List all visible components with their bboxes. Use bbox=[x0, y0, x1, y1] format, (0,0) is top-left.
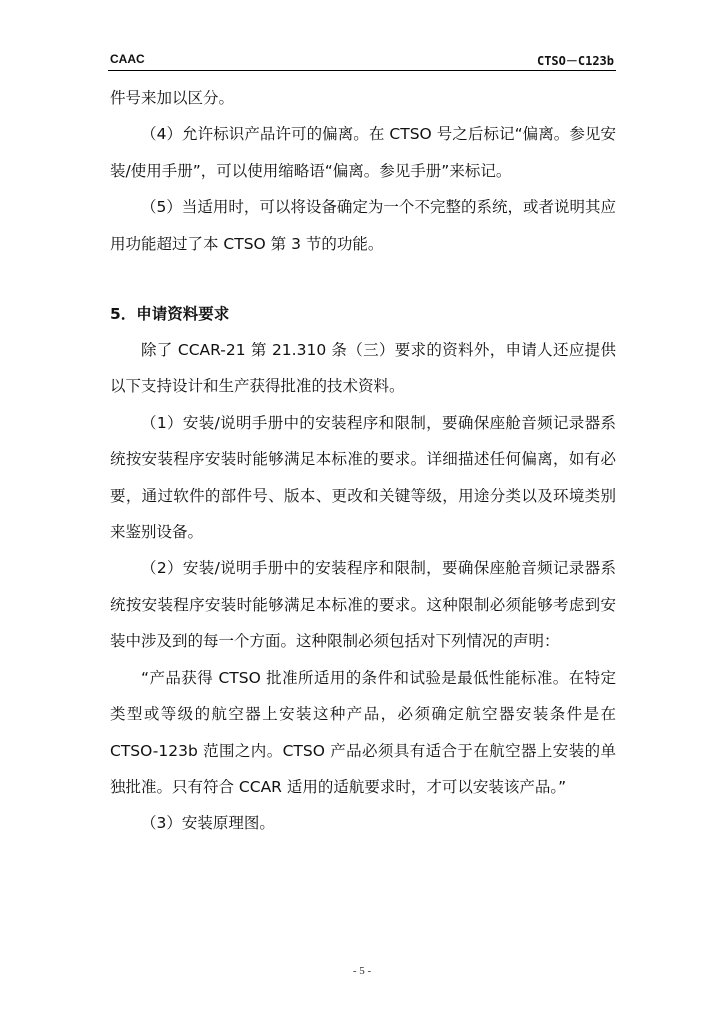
section-spacer bbox=[110, 262, 616, 296]
section-heading-5: 5．申请资料要求 bbox=[110, 305, 230, 324]
paragraph-req-1: （1）安装/说明手册中的安装程序和限制，要确保座舱音频记录器系统按安装程序安装时能够满足本标准的要求。详细描述任何偏离，如有必要，通过软件的部件号、版本、更改和关键等级，用途分类以及环境类别来鉴别设备。 bbox=[110, 413, 616, 542]
paragraph-req-3: （3）安装原理图。 bbox=[141, 814, 275, 833]
document-body bbox=[110, 80, 616, 842]
header-org: CAAC bbox=[110, 52, 145, 66]
paragraph-req-2: （2）安装/说明手册中的安装程序和限制，要确保座舱音频记录器系统按安装程序安装时能够满足本标准的要求。这种限制必须能够考虑到安装中涉及到的每一个方面。这种限制必须包括对下列情况的声明： bbox=[110, 559, 616, 651]
paragraph-continuation: 件号来加以区分。 bbox=[110, 89, 235, 107]
header-doc-id: CTSO－C123b bbox=[536, 54, 614, 68]
paragraph-quote: “产品获得 CTSO 批准所适用的条件和试验是最低性能标准。在特定类型或等级的航空器上安装这种产品，必须确定航空器安装条件是在 CTSO-123b 范围之内。CTSO 产品必须具有适合于在航空器上安装的单独批准。只有符合 CCAR 适用的适航要求时，才可以安装该产品。” bbox=[110, 668, 616, 796]
header-divider bbox=[108, 70, 616, 71]
page-number: - 5 - bbox=[352, 965, 372, 977]
paragraph-intro: 除了 CCAR-21 第 21.310 条（三）要求的资料外，申请人还应提供以下支持设计和生产获得批准的技术资料。 bbox=[110, 341, 616, 396]
paragraph-item-4: （4）允许标识产品许可的偏离。在 CTSO 号之后标记“偏离。参见安装/使用手册”，可以使用缩略语“偏离。参见手册”来标记。 bbox=[110, 125, 616, 180]
paragraph-item-5: （5）当适用时，可以将设备确定为一个不完整的系统，或者说明其应用功能超过了本 CTSO 第 3 节的功能。 bbox=[110, 198, 616, 253]
